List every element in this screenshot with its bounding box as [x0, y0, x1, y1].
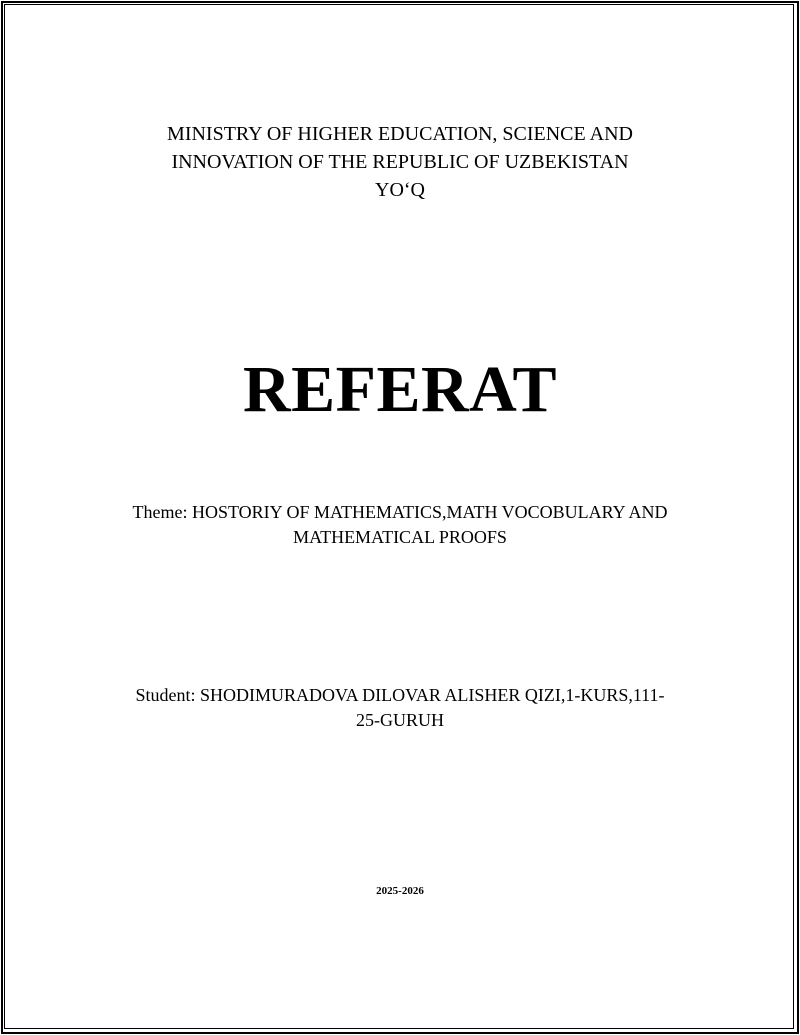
theme-line-1: Theme: HOSTORIY OF MATHEMATICS,MATH VOCOBULARY AND: [132, 502, 668, 522]
academic-year: 2025-2026: [376, 885, 424, 897]
ministry-heading: [0, 120, 800, 204]
theme-line-2: MATHEMATICAL PROOFS: [293, 527, 507, 547]
theme-text: [0, 500, 800, 550]
ministry-line-3: YO‘Q: [375, 179, 425, 201]
document-title: REFERAT: [243, 353, 557, 426]
ministry-line-2: INNOVATION OF THE REPUBLIC OF UZBEKISTAN: [171, 151, 629, 173]
ministry-line-1: MINISTRY OF HIGHER EDUCATION, SCIENCE AND: [167, 123, 633, 145]
student-info: [0, 683, 800, 733]
student-line-2: 25-GURUH: [356, 710, 444, 730]
student-line-1: Student: SHODIMURADOVA DILOVAR ALISHER QIZI,1-KURS,111-: [135, 685, 665, 705]
